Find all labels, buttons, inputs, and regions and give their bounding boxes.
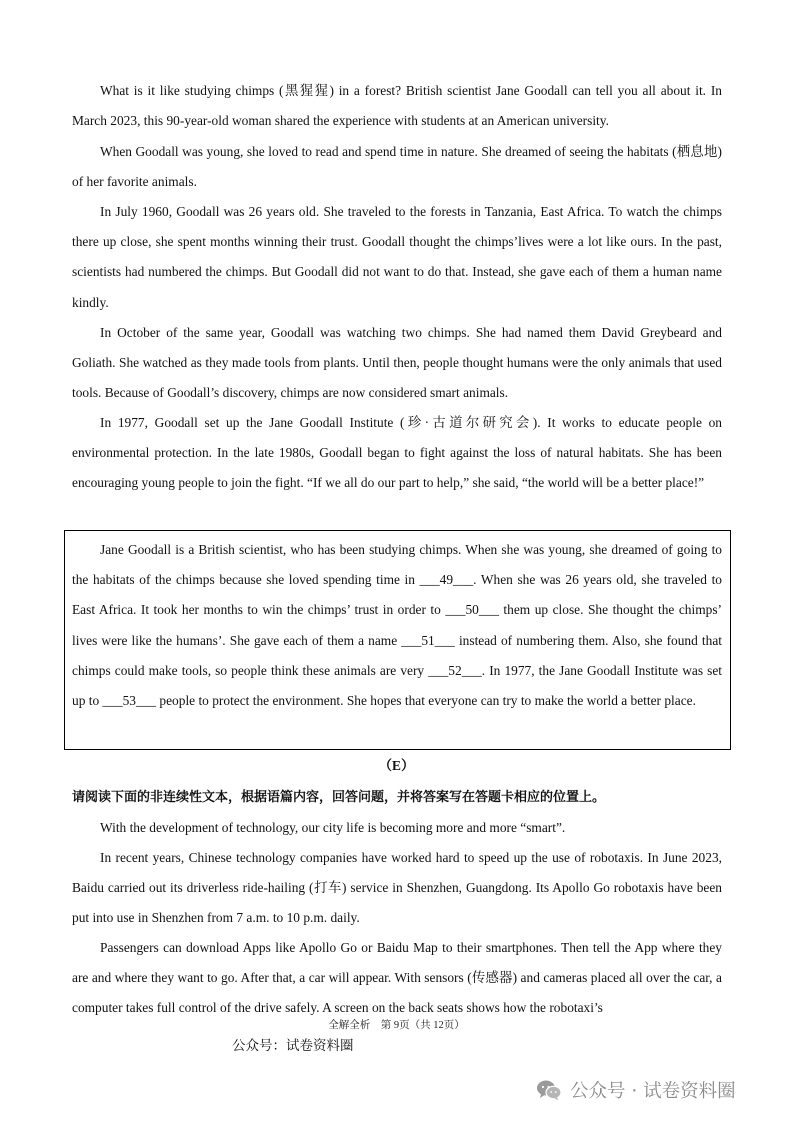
passage-d-paragraph-2: When Goodall was young, she loved to read and spend time in nature. She dreamed of seeing the habitats (栖息地) of her favorite animals. (72, 144, 722, 190)
section-instruction: 请阅读下面的非连续性文本，根据语篇内容，回答问题，并将答案写在答题卡相应的位置上。 (72, 790, 606, 805)
passage-e-paragraph-2: In recent years, Chinese technology companies have worked hard to speed up the use of robotaxis. In June 2023, Baidu carried out its driverless ride-hailing (打车) service in Shenzhen, Guangdong. Its Apollo Go robotaxis have been put into use in Shenzhen from 7 a.m. to 10 p.m. daily. (72, 850, 722, 926)
passage-d-paragraph-3: In July 1960, Goodall was 26 years old. She traveled to the forests in Tanzania, East Africa. To watch the chimps there up close, she spent months winning their trust. Goodall thought the chimps’lives were a lot like ours. In the past, scientists had numbered the chimps. But Goodall did not want to do that. Instead, she gave each of them a human name kindly. (72, 204, 722, 310)
summary-box (64, 530, 731, 750)
section-label: （E） (378, 758, 415, 773)
page-footer: 全解全析 第 9页（共 12页） (328, 1020, 465, 1031)
watermark (536, 1075, 736, 1105)
passage-e-paragraph-1: With the development of technology, our city life is becoming more and more “smart”. (100, 820, 566, 835)
summary-text: Jane Goodall is a British scientist, who has been studying chimps. When she was young, she dreamed of going to the habitats of the chimps because she loved spending time in ___49___. When she was 26 years old, she traveled to East Africa. It took her months to win the chimps’ trust in order to ___50___ them up close. She thought the chimps’ lives were like the humans’. She gave each of them a name ___51___ instead of numbering them. Also, she found that chimps could make tools, so people think these animals are very ___52___. In 1977, the Jane Goodall Institute was set up to ___53___ people to protect the environment. She hopes that everyone can try to make the world a better place. (72, 542, 722, 709)
passage-d-paragraph-4: In October of the same year, Goodall was watching two chimps. She had named them David Greybeard and Goliath. She watched as they made tools from plants. Until then, people thought humans were the only animals that used tools. Because of Goodall’s discovery, chimps are now considered smart animals. (72, 325, 722, 401)
passage-e-paragraph-3: Passengers can download Apps like Apollo Go or Baidu Map to their smartphones. Then tell the App where they are and where they want to go. After that, a car will appear. With sensors (传感器) and cameras placed all over the car, a computer takes full control of the drive safely. A screen on the back seats shows how the robotaxi’s (72, 940, 722, 1016)
public-account-label: 公众号：试卷资料圈 (232, 1038, 354, 1054)
passage-d-paragraph-5: In 1977, Goodall set up the Jane Goodall Institute (珍·古道尔研究会). It works to educate people on environmental protection. In the late 1980s, Goodall began to fight against the loss of natural habitats. She has been encouraging young people to join the fight. “If we all do our part to help,” she said, “the world will be a better place!” (72, 415, 722, 491)
wechat-logo-icon (536, 1079, 562, 1101)
passage-d-paragraph-1: What is it like studying chimps (黑猩猩) in a forest? British scientist Jane Goodall can tell you all about it. In March 2023, this 90-year-old woman shared the experience with students at an American university. (72, 83, 722, 129)
watermark-text: 公众号 · 试卷资料圈 (570, 1081, 736, 1102)
